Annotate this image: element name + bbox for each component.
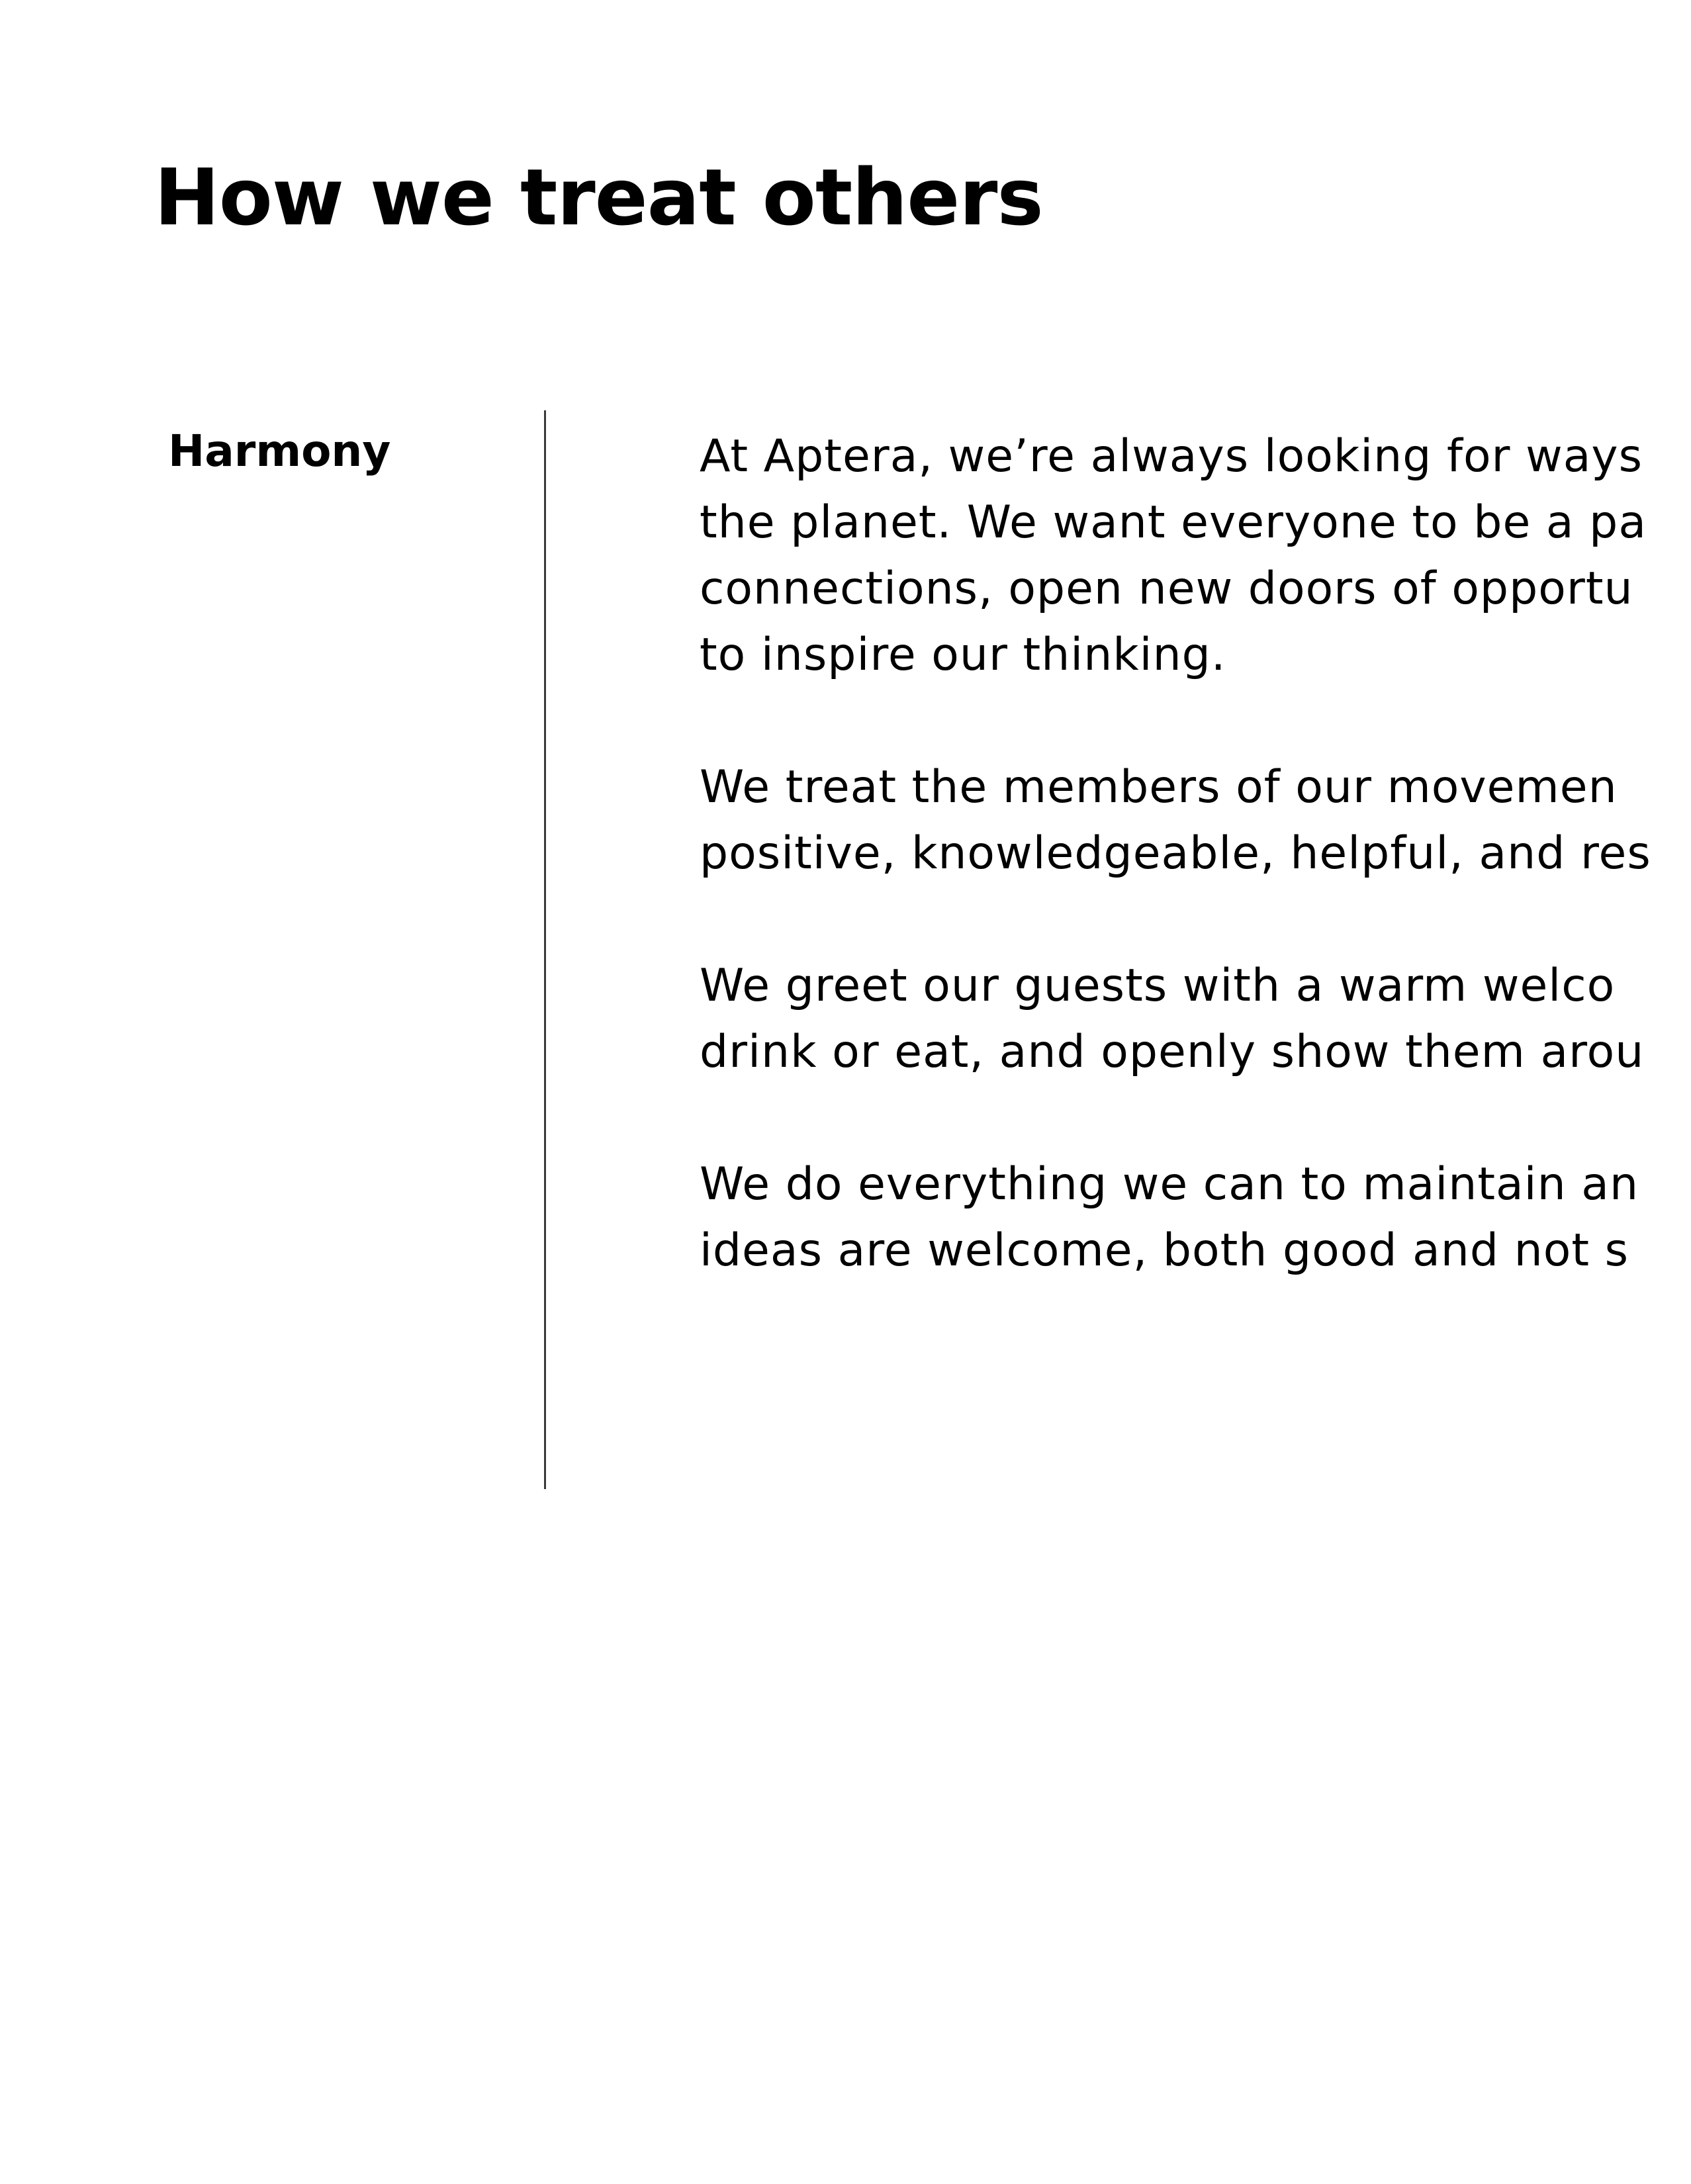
text-line: the planet. We want everyone to be a pa	[700, 496, 1647, 549]
text-line: drink or eat, and openly show them arou	[700, 1026, 1645, 1078]
text-line: to inspire our thinking.	[700, 629, 1226, 681]
paragraph-3	[700, 953, 1691, 1085]
page-title: How we treat others	[154, 152, 1043, 243]
text-line: ideas are welcome, both good and not s	[700, 1224, 1629, 1277]
section-body	[700, 424, 1691, 1350]
text-line: We do everything we can to maintain an	[700, 1158, 1639, 1210]
text-line: connections, open new doors of opportu	[700, 563, 1633, 615]
section-label-harmony: Harmony	[168, 426, 391, 477]
paragraph-1	[700, 424, 1691, 688]
paragraph-4	[700, 1152, 1691, 1284]
text-line: At Aptera, we’re always looking for ways	[700, 430, 1643, 482]
text-line: We treat the members of our movemen	[700, 761, 1618, 813]
text-line: positive, knowledgeable, helpful, and res	[700, 827, 1651, 880]
vertical-divider	[544, 410, 546, 1489]
text-line: We greet our guests with a warm welco	[700, 960, 1616, 1012]
paragraph-2	[700, 754, 1691, 887]
